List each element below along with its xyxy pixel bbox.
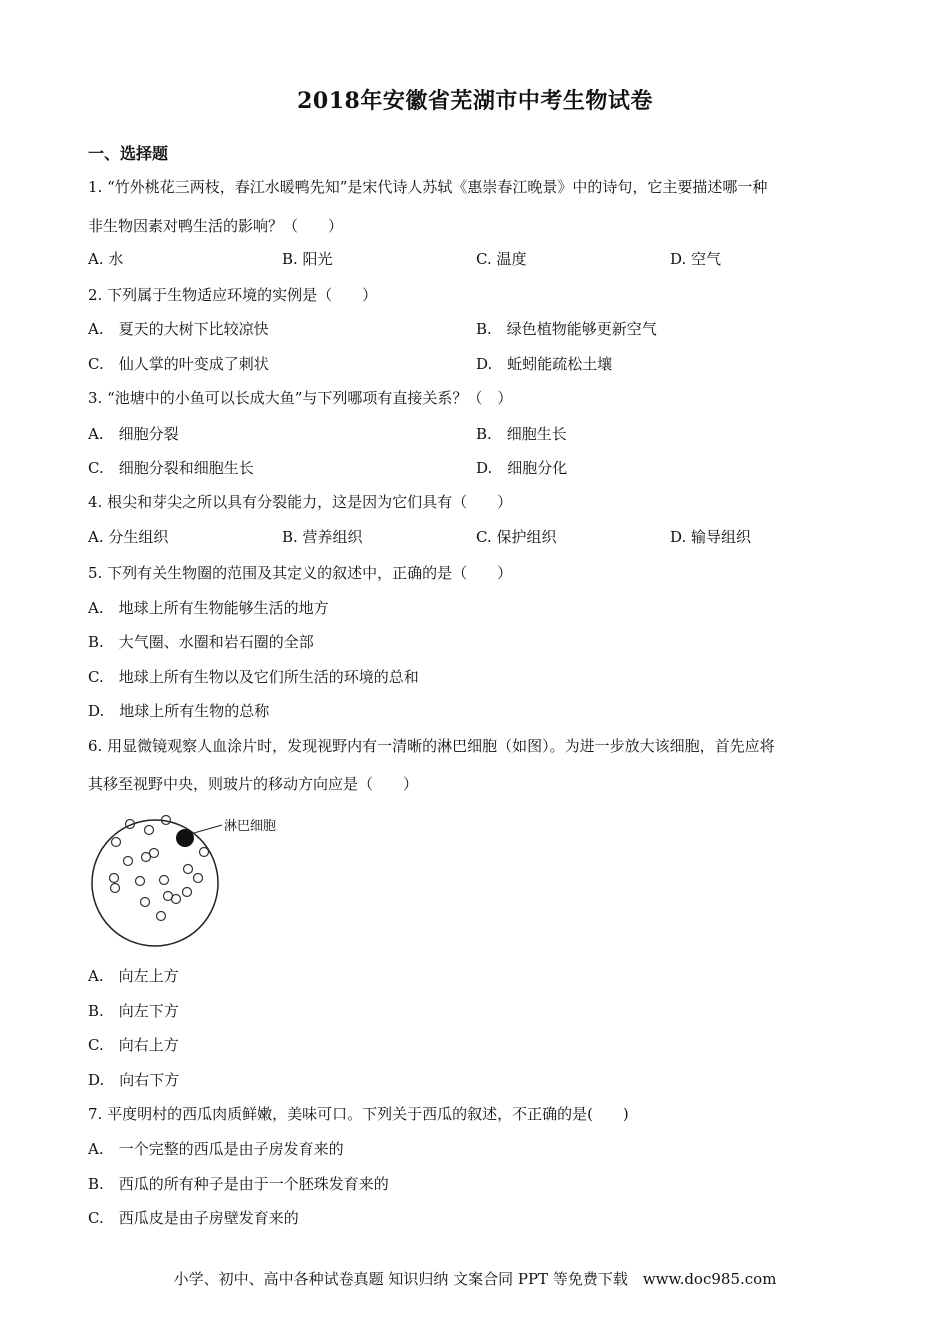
q3-option-a: A. 细胞分裂	[88, 425, 179, 443]
q3-stem: 3. “池塘中的小鱼可以长成大鱼”与下列哪项有直接关系？（ ）	[88, 389, 513, 407]
q4-option-d: D. 输导组织	[670, 528, 752, 546]
q7-option-b: B. 西瓜的所有种子是由于一个胚珠发育来的	[88, 1175, 389, 1193]
q2-stem: 2. 下列属于生物适应环境的实例是（ ）	[88, 286, 378, 304]
q2-option-a: A. 夏天的大树下比较凉快	[88, 320, 269, 338]
q1-option-a: A. 水	[88, 250, 124, 268]
q2-option-b: B. 绿色植物能够更新空气	[476, 320, 657, 338]
label-leader-line	[194, 825, 222, 833]
q2-option-c: C. 仙人掌的叶变成了刺状	[88, 355, 269, 373]
microscope-field-figure	[88, 808, 318, 962]
q3-option-c: C. 细胞分裂和细胞生长	[88, 459, 254, 477]
q5-option-d: D. 地球上所有生物的总称	[88, 702, 270, 720]
q7-stem: 7. 平度明村的西瓜肉质鲜嫩，美味可口。下列关于西瓜的叙述，不正确的是( )	[88, 1105, 629, 1123]
q7-option-a: A. 一个完整的西瓜是由子房发育来的	[88, 1140, 344, 1158]
field-of-view-circle	[92, 820, 218, 946]
q6-option-d: D. 向右下方	[88, 1071, 180, 1089]
q6-option-c: C. 向右上方	[88, 1036, 179, 1054]
q3-option-b: B. 细胞生长	[476, 425, 567, 443]
microscope-field-svg	[88, 808, 318, 958]
section-heading: 一、选择题	[88, 144, 169, 163]
q5-option-c: C. 地球上所有生物以及它们所生活的环境的总和	[88, 668, 419, 686]
q4-option-b: B. 营养组织	[282, 528, 363, 546]
page-footer: 小学、初中、高中各种试卷真题 知识归纳 文案合同 PPT 等免费下载 www.doc985.com	[173, 1270, 777, 1288]
q4-stem: 4. 根尖和芽尖之所以具有分裂能力，这是因为它们具有（ ）	[88, 493, 513, 511]
q5-stem: 5. 下列有关生物圈的范围及其定义的叙述中，正确的是（ ）	[88, 564, 513, 582]
red-blood-cells	[110, 816, 209, 921]
lymphocyte-cell	[176, 829, 194, 847]
q3-option-d: D. 细胞分化	[476, 459, 568, 477]
q4-option-c: C. 保护组织	[476, 528, 557, 546]
q1-option-b: B. 阳光	[282, 250, 333, 268]
q1-option-c: C. 温度	[476, 250, 527, 268]
q1-stem-line1: 1. “竹外桃花三两枝，春江水暖鸭先知”是宋代诗人苏轼《惠崇春江晚景》中的诗句，它主要描述哪一种	[88, 178, 768, 196]
q6-stem-line2: 其移至视野中央，则玻片的移动方向应是（ ）	[88, 775, 419, 793]
q7-option-c: C. 西瓜皮是由子房壁发育来的	[88, 1209, 299, 1227]
q2-option-d: D. 蚯蚓能疏松土壤	[476, 355, 613, 373]
q5-option-b: B. 大气圈、水圈和岩石圈的全部	[88, 633, 314, 651]
page-title: 2018年安徽省芜湖市中考生物试卷	[297, 88, 653, 114]
lymphocyte-label: 淋巴细胞	[224, 819, 277, 834]
q6-stem-line1: 6. 用显微镜观察人血涂片时，发现视野内有一清晰的淋巴细胞（如图）。为进一步放大该细胞，首先应将	[88, 737, 775, 755]
q6-option-b: B. 向左下方	[88, 1002, 179, 1020]
q4-option-a: A. 分生组织	[88, 528, 169, 546]
q1-option-d: D. 空气	[670, 250, 722, 268]
q6-option-a: A. 向左上方	[88, 967, 179, 985]
q1-stem-line2: 非生物因素对鸭生活的影响？（ ）	[88, 217, 344, 235]
q5-option-a: A. 地球上所有生物能够生活的地方	[88, 599, 329, 617]
